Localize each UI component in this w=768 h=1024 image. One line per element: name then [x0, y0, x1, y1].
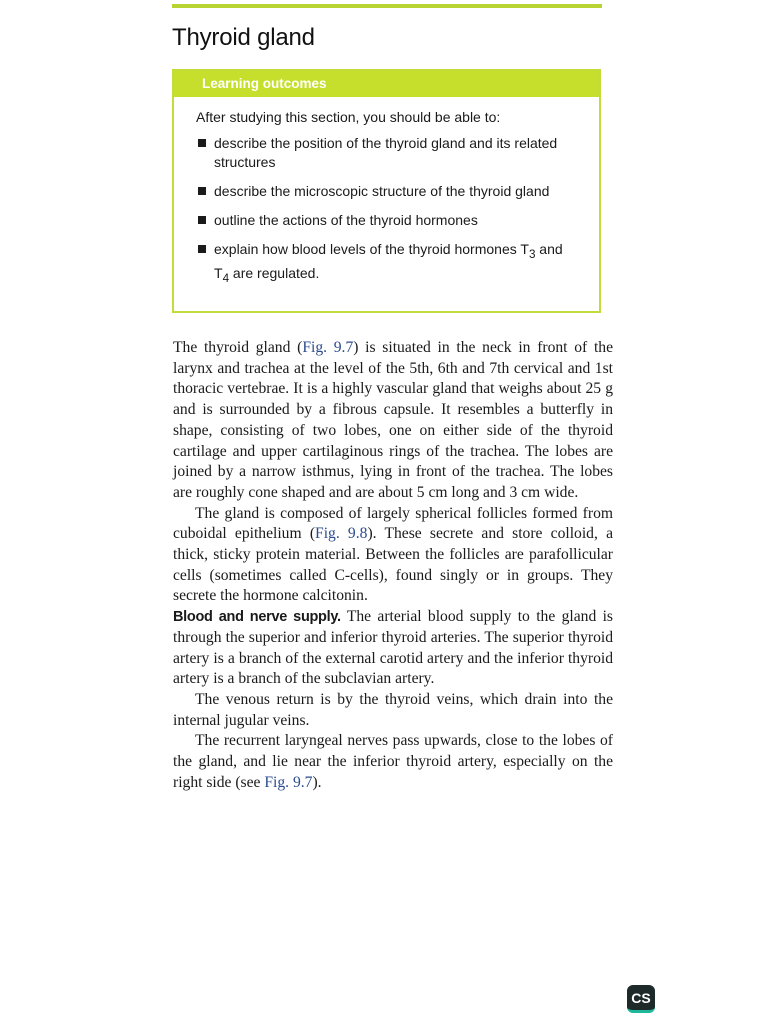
- paragraph-structure: The gland is composed of largely spherical follicles formed from cuboidal epithelium (Fig. 9.8). These secrete and store colloid, a thick, sticky protein material. Between the follicles are parafollicular cells (sometimes called C-cells), found singly or in groups. They secrete the hormone calcitonin.: [173, 504, 614, 605]
- learning-outcomes-list: [174, 134, 599, 288]
- figure-link[interactable]: Fig. 9.7: [302, 339, 354, 356]
- paragraph-venous-return: The venous return is by the thyroid veins, which drain into the internal jugular veins.: [173, 690, 613, 729]
- learning-outcomes-intro: After studying this section, you should be able to:: [196, 109, 501, 125]
- figure-link[interactable]: Fig. 9.8: [315, 525, 368, 543]
- square-bullet-icon: [198, 245, 206, 253]
- learning-outcomes-box: [172, 69, 601, 313]
- outcome-text: describe the position of the thyroid gland and its related structures: [214, 135, 558, 170]
- outcome-text: explain how blood levels of the thyroid hormones $T_3$ and $T_4$ are regulated.: [214, 241, 563, 285]
- list-item: [174, 182, 599, 201]
- outcome-text: describe the microscopic structure of the thyroid gland: [214, 183, 550, 199]
- top-rule: [172, 4, 602, 8]
- figure-link[interactable]: Fig. 9.7: [264, 773, 313, 791]
- learning-outcomes-header: Learning outcomes: [174, 71, 599, 97]
- subheading: Blood and nerve supply.: [173, 609, 341, 626]
- paragraph-blood-supply: Blood and nerve supply. The arterial blood supply to the gland is through the superior and inferior thyroid arteries. The superior thyroid artery is a branch of the external carotid artery and the inferior thyroid artery is a branch of the subclavian artery.: [173, 608, 613, 688]
- square-bullet-icon: [198, 187, 206, 195]
- camscanner-logo-icon: CS: [627, 985, 655, 1013]
- square-bullet-icon: [198, 216, 206, 224]
- outcome-text: outline the actions of the thyroid hormones: [214, 212, 478, 228]
- list-item: [174, 134, 599, 172]
- square-bullet-icon: [198, 139, 206, 147]
- paragraph-nerves: The recurrent laryngeal nerves pass upwards, close to the lobes of the gland, and lie near the inferior thyroid artery, especially on the right side (see Fig. 9.7).: [173, 732, 613, 791]
- list-item: [174, 211, 599, 230]
- body-text: [173, 338, 613, 793]
- paragraph-position: The thyroid gland (Fig. 9.7) is situated in the neck in front of the larynx and trachea at the level of the 5th, 6th and 7th cervical and 1st thoracic vertebrae. It is a highly vascular gland that weighs about 25 g and is surrounded by a fibrous capsule. It resembles a butterfly in shape, consisting of two lobes, one on either side of the thyroid cartilage and upper cartilaginous rings of the trachea. The lobes are joined by a narrow isthmus, lying in front of the trachea. The lobes are roughly cone shaped and are about 5 cm long and 3 cm wide.: [173, 339, 614, 501]
- list-item: [174, 240, 599, 288]
- section-title: Thyroid gland: [172, 24, 315, 51]
